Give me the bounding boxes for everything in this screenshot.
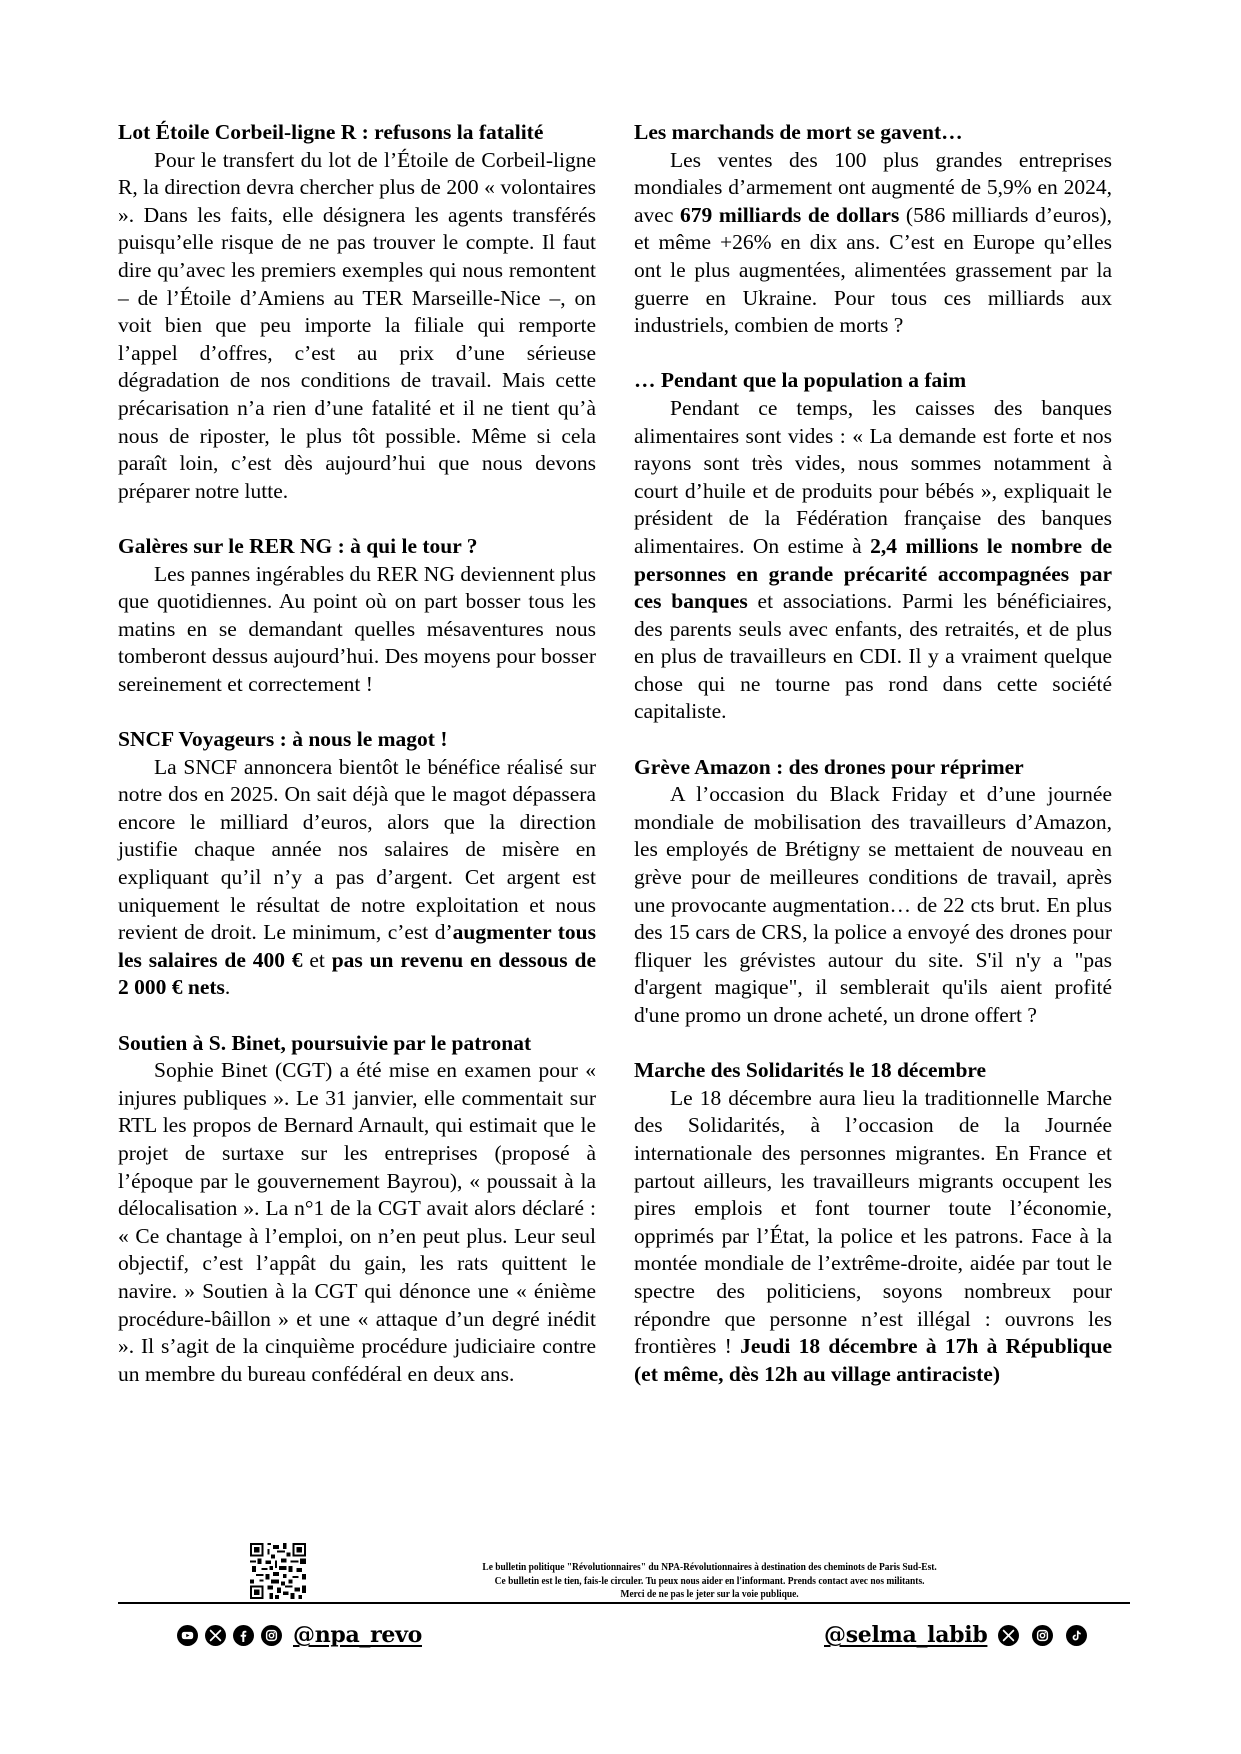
article-body	[118, 147, 596, 506]
footer-info	[118, 1540, 1130, 1602]
x-icon[interactable]	[998, 1625, 1019, 1646]
x-icon[interactable]	[205, 1625, 226, 1646]
article-body	[118, 754, 596, 1002]
emphasis-text: augmenter tous les salaires de 400 €	[118, 920, 596, 972]
body-text: et associations. Parmi les bénéficiaires, des parents seuls avec enfants, des retraités, et de plus en plus de travailleurs en CDI. Il y a vraiment quelque chose qui ne tourne pas rond dans cette société capitaliste.	[634, 589, 1112, 724]
emphasis-text: 679 milliards de dollars	[680, 202, 900, 227]
article	[634, 1057, 1112, 1388]
footer-line-1: Le bulletin politique "Révolutionnaires" du NPA-Révolutionnaires à destination des cheminots de Paris Sud-Est.	[482, 1561, 937, 1573]
article	[118, 533, 596, 699]
npa-revo-handle-link[interactable]: @npa_revo	[293, 1622, 422, 1648]
article-title: Soutien à S. Binet, poursuivie par le patronat	[118, 1030, 532, 1055]
body-text: Les pannes ingérables du RER NG deviennent plus que quotidiennes. Au point où on part bosser tous les matins en se demandant quelles mésaventures nous tomberont dessus aujourd’hui. Des moyens pour bosser sereinement et correctement !	[118, 561, 596, 696]
instagram-icon[interactable]	[261, 1625, 282, 1646]
youtube-icon[interactable]	[177, 1625, 198, 1646]
article-body	[118, 1057, 596, 1388]
body-text: Les ventes des 100 plus grandes entreprises mondiales d’armement ont augmenté de 5,9% en 2024, avec	[634, 147, 1112, 227]
article-title: Lot Étoile Corbeil-ligne R : refusons la fatalité	[118, 120, 544, 144]
body-text: La SNCF annoncera bientôt le bénéfice réalisé sur notre dos en 2025. On sait déjà que le magot dépassera encore le milliard d’euros, alors que la direction justifie chaque année nos salaires de misère en expliquant qu’il n’y a pas d’argent. Cet argent est uniquement le résultat de notre exploitation et nous revient de droit. Le minimum, c’est d’	[118, 754, 596, 945]
article-body	[634, 781, 1112, 1029]
body-text: A l’occasion du Black Friday et d’une journée mondiale de mobilisation des travailleurs d’Amazon, les employés de Brétigny se mettaient de nouveau en grève pour de meilleures conditions de travail, après une provocante augmentation… de 22 cts brut. En plus des 15 cars de CRS, la police a envoyé des drones pour fliquer les grévistes autour du site. S'il n'y a "pas d'argent magique", il semblerait qu'ils aient profité d'une promo un drone acheté, un drone offert ?	[634, 782, 1112, 1027]
footer-line-3: Merci de ne pas le jeter sur la voie publique.	[620, 1588, 799, 1600]
article	[634, 367, 1112, 726]
article-title: Grève Amazon : des drones pour réprimer	[634, 754, 1024, 779]
body-text: Pour le transfert du lot de l’Étoile de Corbeil-ligne R, la direction devra chercher plus de 200 « volontaires ». Dans les faits, elle désignera les agents transférés puisqu’elle risque de ne pas trouver le compte. Il faut dire qu’avec les premiers exemples qui nous remontent – de l’Étoile d’Amiens au TER Marseille-Nice –, on voit bien que peu importe la filiale qui remporte l’appel d’offres, c’est au prix d’une sérieuse dégradation de nos conditions de travail. Mais cette précarisation n’a rien d’une fatalité et il ne tient qu’à nous de riposter, le plus tôt possible. Même si cela paraît loin, c’est dès aujourd’hui que nous devons préparer notre lutte.	[118, 147, 596, 503]
footer-line-2: Ce bulletin est le tien, fais-le circuler. Tu peux nous aider en l'informant. Prends contact avec nos militants.	[494, 1574, 925, 1587]
article	[634, 119, 1112, 340]
body-text: Sophie Binet (CGT) a été mise en examen pour « injures publiques ». Le 31 janvier, elle commentait sur RTL les propos de Bernard Arnault, qui estimait que le projet de surtaxe sur les entreprises (proposé à l’époque par le gouvernement Bayrou), « poussait à la délocalisation ». La n°1 de la CGT avait alors déclaré : « Ce chantage à l’emploi, on n’en peut plus. Leur seul objectif, c’est l’appât du gain, les rats quittent le navire. » Soutien à la CGT qui dénonce une « énième procédure-bâillon » et une « attaque d’un degré inédit ». Il s’agit de la cinquième procédure judiciaire contre un membre du bureau confédéral en deux ans.	[118, 1058, 596, 1386]
article	[634, 754, 1112, 1030]
article-body	[634, 147, 1112, 340]
selma-labib-handle-link[interactable]: @selma_labib	[824, 1622, 988, 1648]
article-title: Marche des Solidarités le 18 décembre	[634, 1058, 987, 1083]
article-title: SNCF Voyageurs : à nous le magot !	[118, 727, 448, 752]
instagram-icon[interactable]	[1032, 1625, 1053, 1646]
body-text: Pendant ce temps, les caisses des banques alimentaires sont vides : « La demande est forte et nos rayons sont très vides, nous sommes notamment à court d’huile et de produits pour bébés », expliquait le président de la Fédération française des banques alimentaires. On estime à	[634, 395, 1112, 558]
social-links-selma	[820, 1619, 1087, 1651]
article-body	[634, 395, 1112, 726]
article	[118, 119, 596, 505]
body-text: (586 milliards d’euros), et même +26% en dix ans. C’est en Europe qu’elles ont le plus augmentées, alimentées grassement par la guerre en Ukraine. Pour tous ces milliards aux industriels, combien de morts ?	[634, 202, 1112, 338]
social-links-npa	[177, 1619, 426, 1651]
facebook-icon[interactable]	[233, 1625, 254, 1646]
emphasis-text: pas un revenu en dessous de 2 000 € nets	[118, 947, 596, 1000]
article-title: Galères sur le RER NG : à qui le tour ?	[118, 533, 478, 558]
article	[118, 726, 596, 1002]
footer-divider	[118, 1602, 1130, 1604]
article-body	[634, 1085, 1112, 1389]
qr-code-icon[interactable]	[250, 1542, 306, 1600]
emphasis-text: 2,4 millions le nombre de personnes en grande précarité accompagnées par ces banques	[634, 533, 1112, 614]
article-title: Les marchands de mort se gavent…	[634, 120, 963, 144]
footer-notice	[314, 1561, 1105, 1602]
emphasis-text: Jeudi 18 décembre à 17h à République (et même, dès 12h au village antiraciste)	[634, 1334, 1112, 1386]
left-column	[118, 119, 596, 1388]
article	[118, 1030, 596, 1389]
body-text: et	[302, 947, 332, 972]
article-title: … Pendant que la population a faim	[634, 368, 967, 393]
body-text: Le 18 décembre aura lieu la traditionnelle Marche des Solidarités, à l’occasion de la Journée internationale des personnes migrantes. En France et partout ailleurs, les travailleurs migrants occupent les pires emplois et font tourner toute l’économie, opprimés par l’État, la police et les patrons. Face à la montée mondiale de l’extrême-droite, aidée par tout le spectre des politiciens, soyons nombreux pour répondre que personne n’est illégal : ouvrons les frontières !	[634, 1085, 1112, 1359]
article-body	[118, 561, 596, 699]
body-text: .	[224, 975, 231, 1000]
tiktok-icon[interactable]	[1066, 1625, 1087, 1646]
right-column	[634, 119, 1112, 1388]
